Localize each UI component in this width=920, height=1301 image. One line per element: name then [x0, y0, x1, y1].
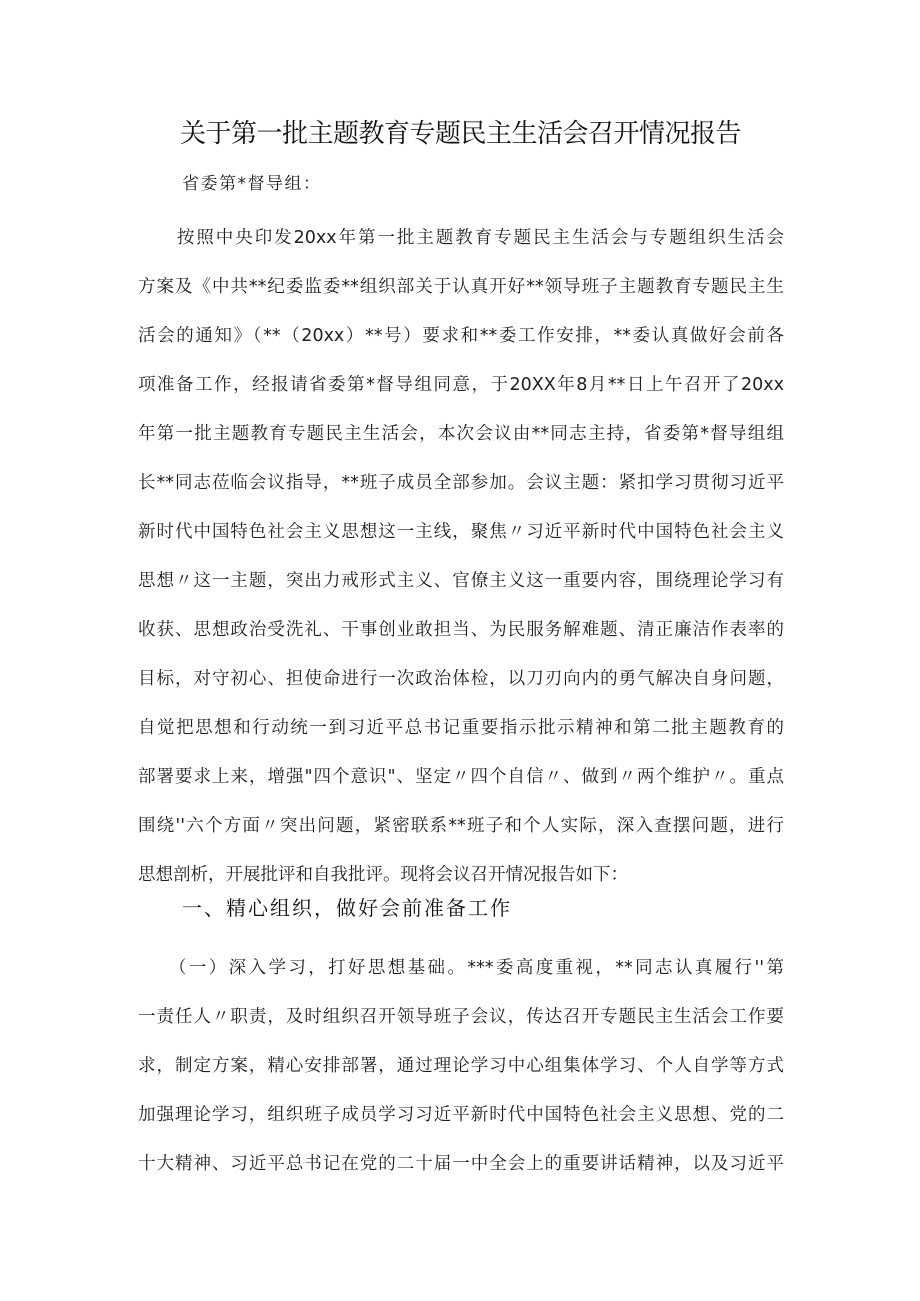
paragraph-line: 部署要求上来，增强"四个意识"、坚定〃四个自信〃、做到〃两个维护〃。重点: [138, 767, 784, 787]
paragraph-line: 按照中央印发20xx年第一批主题教育专题民主生活会与专题组织生活会: [138, 228, 784, 248]
salutation: 省委第*督导组：: [182, 174, 322, 194]
paragraph-line: 项准备工作，经报请省委第*督导组同意，于20XX年8月**日上午召开了20xx: [138, 375, 784, 395]
document-title: 关于第一批主题教育专题民主生活会召开情况报告: [180, 119, 742, 149]
paragraph-line: 十大精神、习近平总书记在党的二十届一中全会上的重要讲话精神，以及习近平: [138, 1154, 784, 1174]
paragraph-line: 方案及《中共**纪委监委**组织部关于认真开好**领导班子主题教育专题民主生: [138, 277, 784, 297]
paragraph-line: 收获、思想政治受洗礼、干事创业敢担当、为民服务解难题、清正廉洁作表率的: [138, 620, 784, 640]
body-paragraph-1: [138, 214, 784, 900]
paragraph-line: （一）深入学习，打好思想基础。***委高度重视，**同志认真履行''第: [138, 958, 784, 978]
paragraph-line: 思想〃这一主题，突出力戒形式主义、官僚主义这一重要内容，围绕理论学习有: [138, 571, 784, 591]
body-paragraph-2: [138, 944, 784, 1189]
paragraph-line: 长**同志莅临会议指导，**班子成员全部参加。会议主题：紧扣学习贯彻习近平: [138, 473, 784, 493]
paragraph-line: 目标，对守初心、担使命进行一次政治体检，以刀刃向内的勇气解决自身问题，: [138, 669, 784, 689]
paragraph-line: 求，制定方案，精心安排部署，通过理论学习中心组集体学习、个人自学等方式: [138, 1056, 784, 1076]
paragraph-line: 自觉把思想和行动统一到习近平总书记重要指示批示精神和第二批主题教育的: [138, 718, 784, 738]
paragraph-line: 年第一批主题教育专题民主生活会，本次会议由**同志主持，省委第*督导组组: [138, 424, 784, 444]
paragraph-line: 加强理论学习，组织班子成员学习习近平新时代中国特色社会主义思想、党的二: [138, 1105, 784, 1125]
paragraph-line: 一责任人〃职责，及时组织召开领导班子会议，传达召开专题民主生活会工作要: [138, 1007, 784, 1027]
paragraph-line: 围绕''六个方面〃突出问题，紧密联系**班子和个人实际，深入查摆问题，进行: [138, 816, 784, 836]
paragraph-line: 思想剖析，开展批评和自我批评。现将会议召开情况报告如下：: [138, 865, 628, 885]
paragraph-line: 新时代中国特色社会主义思想这一主线，聚焦〃习近平新时代中国特色社会主义: [138, 522, 784, 542]
section-heading-1: 一、精心组织，做好会前准备工作: [182, 896, 512, 920]
paragraph-line: 活会的通知》（**（20xx）**号）要求和**委工作安排，**委认真做好会前各: [138, 326, 784, 346]
